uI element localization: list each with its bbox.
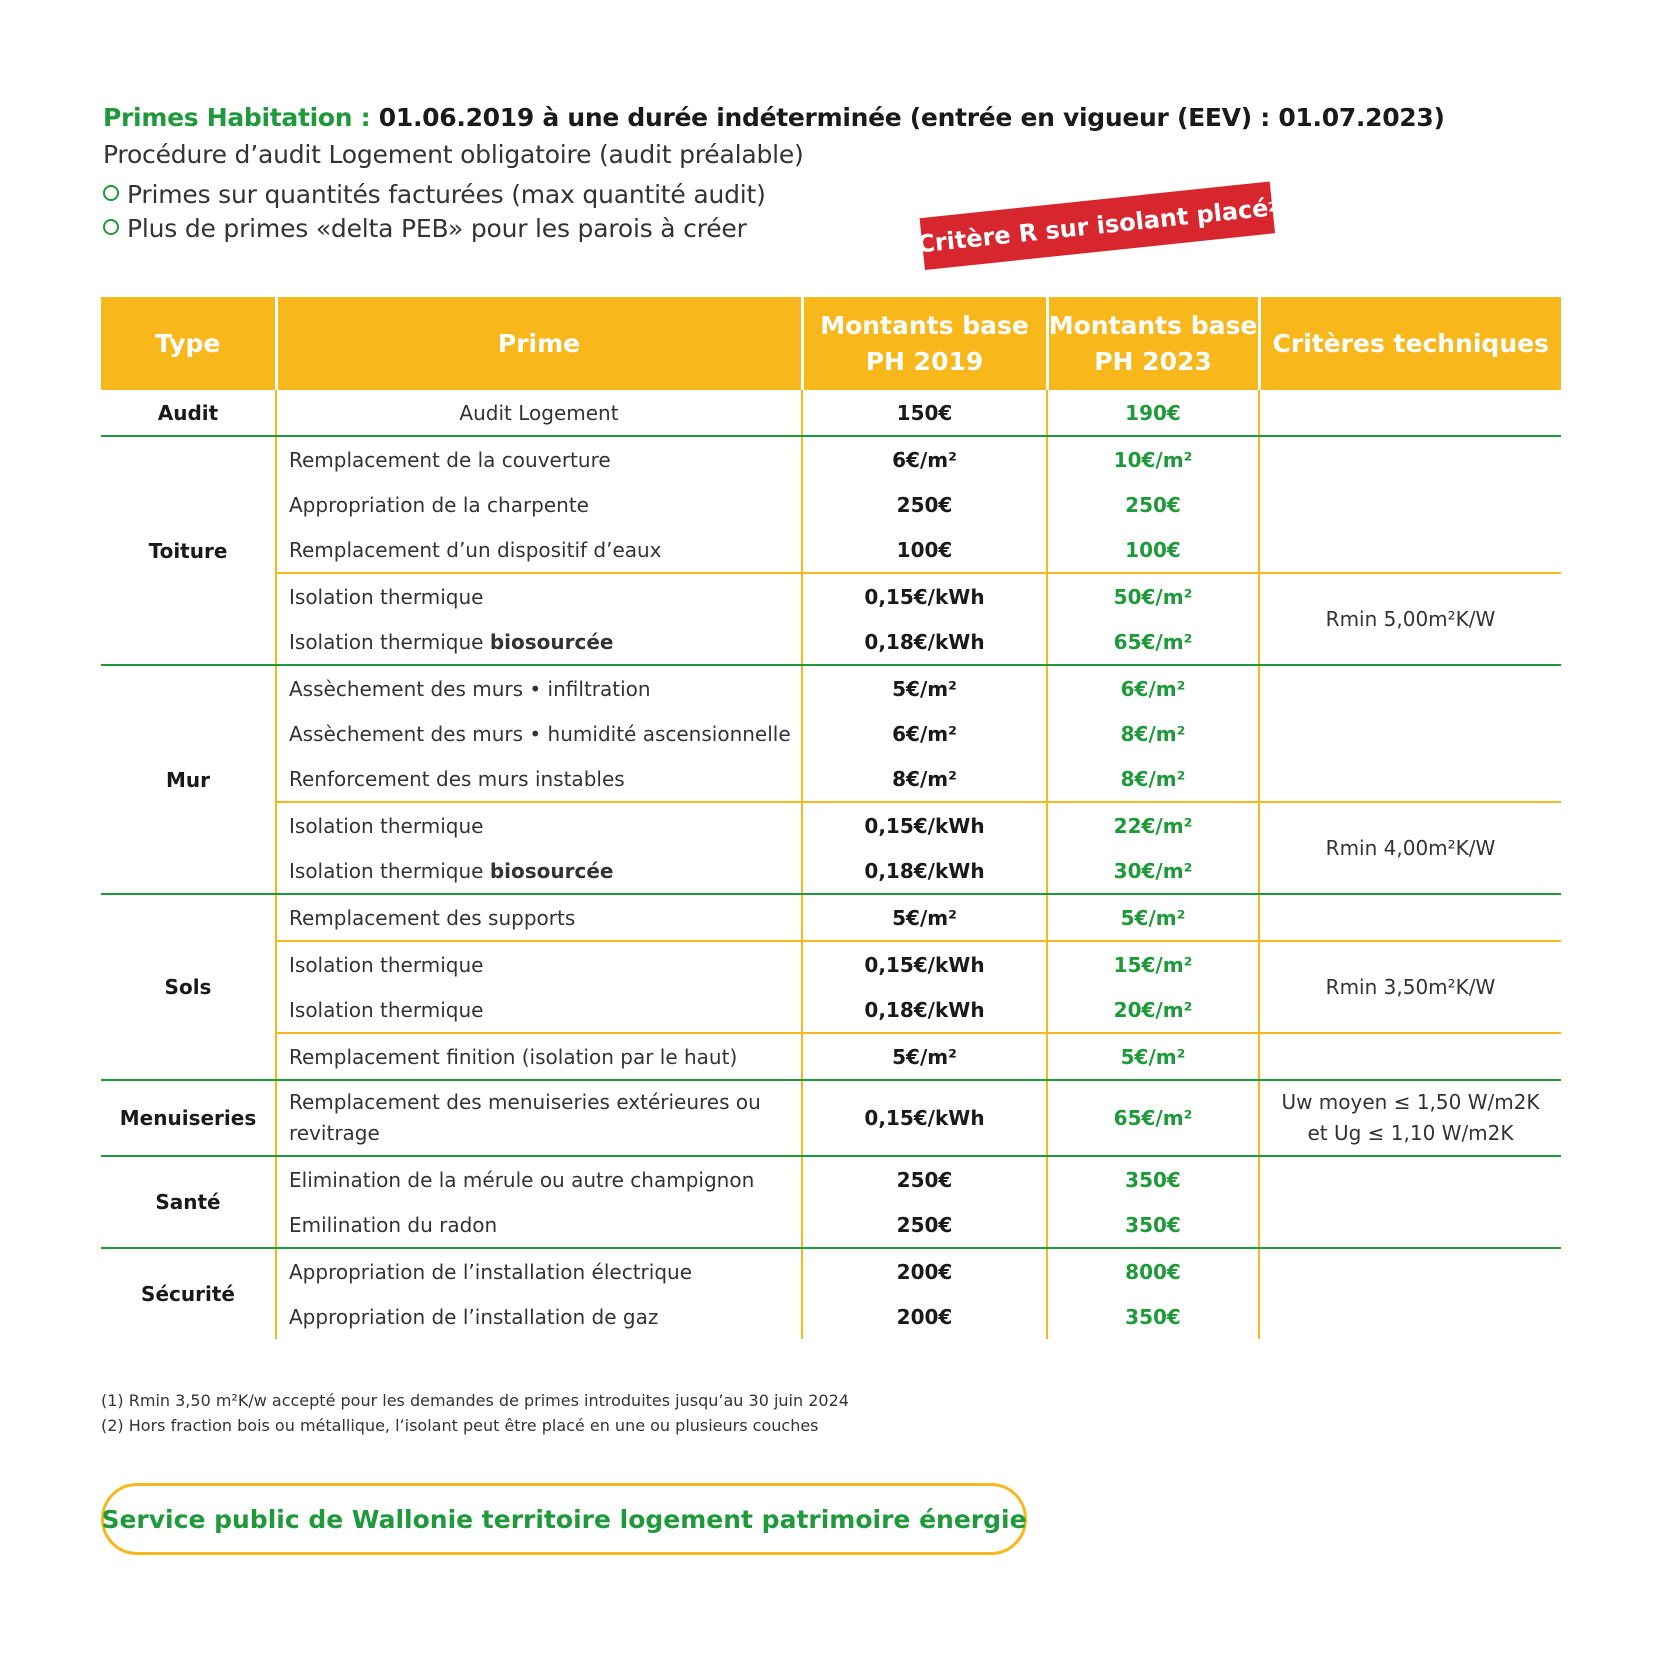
table-row (101, 941, 1561, 987)
prime-cell: Appropriation de l’installation électrique (276, 1248, 802, 1294)
value-2019: 6€/m² (802, 436, 1047, 482)
group-audit: Audit (101, 390, 276, 436)
prime-cell (276, 619, 802, 665)
value-2019: 100€ (802, 527, 1047, 573)
value-2023: 350€ (1047, 1202, 1259, 1248)
group-sols: Sols (101, 894, 276, 1080)
page-title (103, 103, 1445, 132)
primes-table (101, 297, 1561, 1339)
prime-text: Isolation thermique (289, 629, 490, 654)
prime-cell: Remplacement finition (isolation par le haut) (276, 1033, 802, 1080)
criteria-badge (915, 181, 1279, 270)
value-2023: 8€/m² (1047, 756, 1259, 802)
value-2023: 15€/m² (1047, 941, 1259, 987)
bullet-text: Plus de primes «delta PEB» pour les parois à créer (127, 214, 747, 243)
table-row (101, 573, 1561, 619)
prime-cell: Audit Logement (276, 390, 802, 436)
value-2023: 8€/m² (1047, 711, 1259, 756)
criteria-cell (1259, 1033, 1561, 1080)
value-2019: 0,18€/kWh (802, 619, 1047, 665)
value-2019: 8€/m² (802, 756, 1047, 802)
value-2023: 100€ (1047, 527, 1259, 573)
value-2023: 350€ (1047, 1156, 1259, 1202)
value-2019: 250€ (802, 1156, 1047, 1202)
value-2019: 0,15€/kWh (802, 941, 1047, 987)
value-2019: 0,18€/kWh (802, 848, 1047, 894)
value-2019: 6€/m² (802, 711, 1047, 756)
criteria-cell (1259, 390, 1561, 436)
value-2019: 200€ (802, 1294, 1047, 1339)
table-row (101, 894, 1561, 941)
header-line: Montants base (1048, 310, 1258, 340)
prime-cell: Isolation thermique (276, 941, 802, 987)
header-line: PH 2023 (1094, 346, 1212, 376)
prime-cell: Renforcement des murs instables (276, 756, 802, 802)
footer-text: Service public de Wallonie territoire logement patrimoire énergie (101, 1504, 1027, 1534)
criteria-cell (1259, 665, 1561, 802)
value-2023: 65€/m² (1047, 619, 1259, 665)
criteria-toiture: Rmin 5,00m²K/W (1259, 573, 1561, 665)
value-2023: 800€ (1047, 1248, 1259, 1294)
bullet-text: Primes sur quantités facturées (max quantité audit) (127, 180, 766, 209)
table-row (101, 1033, 1561, 1080)
value-2023: 50€/m² (1047, 573, 1259, 619)
prime-text: Isolation thermique (289, 858, 490, 883)
prime-cell: Emilination du radon (276, 1202, 802, 1248)
group-mur: Mur (101, 665, 276, 894)
criteria-menuiseries (1259, 1080, 1561, 1156)
value-2019: 200€ (802, 1248, 1047, 1294)
value-2023: 6€/m² (1047, 665, 1259, 711)
badge-text: Critère R sur isolant placé (915, 193, 1270, 259)
value-2023: 20€/m² (1047, 987, 1259, 1033)
header-criteres: Critères techniques (1259, 297, 1561, 390)
table-row (101, 390, 1561, 436)
prime-cell (276, 1080, 802, 1156)
value-2023: 250€ (1047, 482, 1259, 527)
header-line: Montants base (820, 310, 1029, 340)
group-sante: Santé (101, 1156, 276, 1248)
prime-cell: Assèchement des murs • humidité ascensionnelle (276, 711, 802, 756)
value-2019: 0,15€/kWh (802, 573, 1047, 619)
value-2023: 10€/m² (1047, 436, 1259, 482)
prime-bold-text: biosourcée (489, 629, 614, 654)
criteria-cell (1259, 1156, 1561, 1248)
bullet-item (103, 214, 747, 243)
value-2019: 5€/m² (802, 665, 1047, 711)
prime-cell (276, 848, 802, 894)
table-row (101, 802, 1561, 848)
header-prime: Prime (276, 297, 802, 390)
prime-text: revitrage (289, 1121, 380, 1145)
value-2023: 350€ (1047, 1294, 1259, 1339)
prime-cell: Remplacement de la couverture (276, 436, 802, 482)
table-row (101, 1248, 1561, 1294)
value-2019: 250€ (802, 1202, 1047, 1248)
badge-sup: 2 (1267, 199, 1279, 216)
value-2019: 250€ (802, 482, 1047, 527)
value-2023: 65€/m² (1047, 1080, 1259, 1156)
prime-cell: Isolation thermique (276, 802, 802, 848)
group-securite: Sécurité (101, 1248, 276, 1339)
footnote-2: (2) Hors fraction bois ou métallique, l’isolant peut être placé en une ou plusieurs couches (101, 1416, 819, 1435)
footnote-1: (1) Rmin 3,50 m²K/w accepté pour les demandes de primes introduites jusqu’au 30 juin 2024 (101, 1391, 849, 1410)
header-type: Type (101, 297, 276, 390)
title-label: Primes Habitation : (103, 103, 371, 132)
table-header-row (101, 297, 1561, 390)
table-row (101, 665, 1561, 711)
value-2023: 190€ (1047, 390, 1259, 436)
criteria-cell (1259, 436, 1561, 573)
header-ph2023 (1047, 297, 1259, 390)
prime-cell: Appropriation de l’installation de gaz (276, 1294, 802, 1339)
value-2019: 0,15€/kWh (802, 1080, 1047, 1156)
criteria-cell (1259, 1248, 1561, 1339)
header-ph2019 (802, 297, 1047, 390)
value-2019: 0,18€/kWh (802, 987, 1047, 1033)
prime-cell: Remplacement des supports (276, 894, 802, 941)
footer-service-link[interactable] (101, 1483, 1027, 1555)
value-2023: 5€/m² (1047, 894, 1259, 941)
prime-cell: Assèchement des murs • infiltration (276, 665, 802, 711)
group-menuiseries: Menuiseries (101, 1080, 276, 1156)
table-row (101, 1156, 1561, 1202)
circle-bullet-icon (103, 185, 119, 201)
value-2023: 22€/m² (1047, 802, 1259, 848)
bullet-item (103, 180, 766, 209)
prime-cell: Remplacement d’un dispositif d’eaux (276, 527, 802, 573)
value-2019: 5€/m² (802, 894, 1047, 941)
criteria-text: Uw moyen ≤ 1,50 W/m2K (1281, 1090, 1540, 1114)
value-2023: 30€/m² (1047, 848, 1259, 894)
prime-cell: Isolation thermique (276, 573, 802, 619)
title-dates: 01.06.2019 à une durée indéterminée (entrée en vigueur (EEV) : 01.07.2023) (370, 103, 1445, 132)
value-2019: 0,15€/kWh (802, 802, 1047, 848)
circle-bullet-icon (103, 219, 119, 235)
prime-cell: Elimination de la mérule ou autre champignon (276, 1156, 802, 1202)
value-2023: 5€/m² (1047, 1033, 1259, 1080)
prime-text: Remplacement des menuiseries extérieures ou (289, 1090, 761, 1114)
criteria-cell (1259, 894, 1561, 941)
table-row (101, 436, 1561, 482)
value-2019: 5€/m² (802, 1033, 1047, 1080)
prime-cell: Isolation thermique (276, 987, 802, 1033)
page-subtitle: Procédure d’audit Logement obligatoire (audit préalable) (103, 140, 804, 169)
table-row (101, 1080, 1561, 1156)
criteria-sols: Rmin 3,50m²K/W (1259, 941, 1561, 1033)
criteria-text: et Ug ≤ 1,10 W/m2K (1307, 1121, 1514, 1145)
prime-cell: Appropriation de la charpente (276, 482, 802, 527)
group-toiture: Toiture (101, 436, 276, 665)
prime-bold-text: biosourcée (489, 858, 614, 883)
value-2019: 150€ (802, 390, 1047, 436)
header-line: PH 2019 (865, 346, 984, 376)
criteria-mur: Rmin 4,00m²K/W (1259, 802, 1561, 894)
